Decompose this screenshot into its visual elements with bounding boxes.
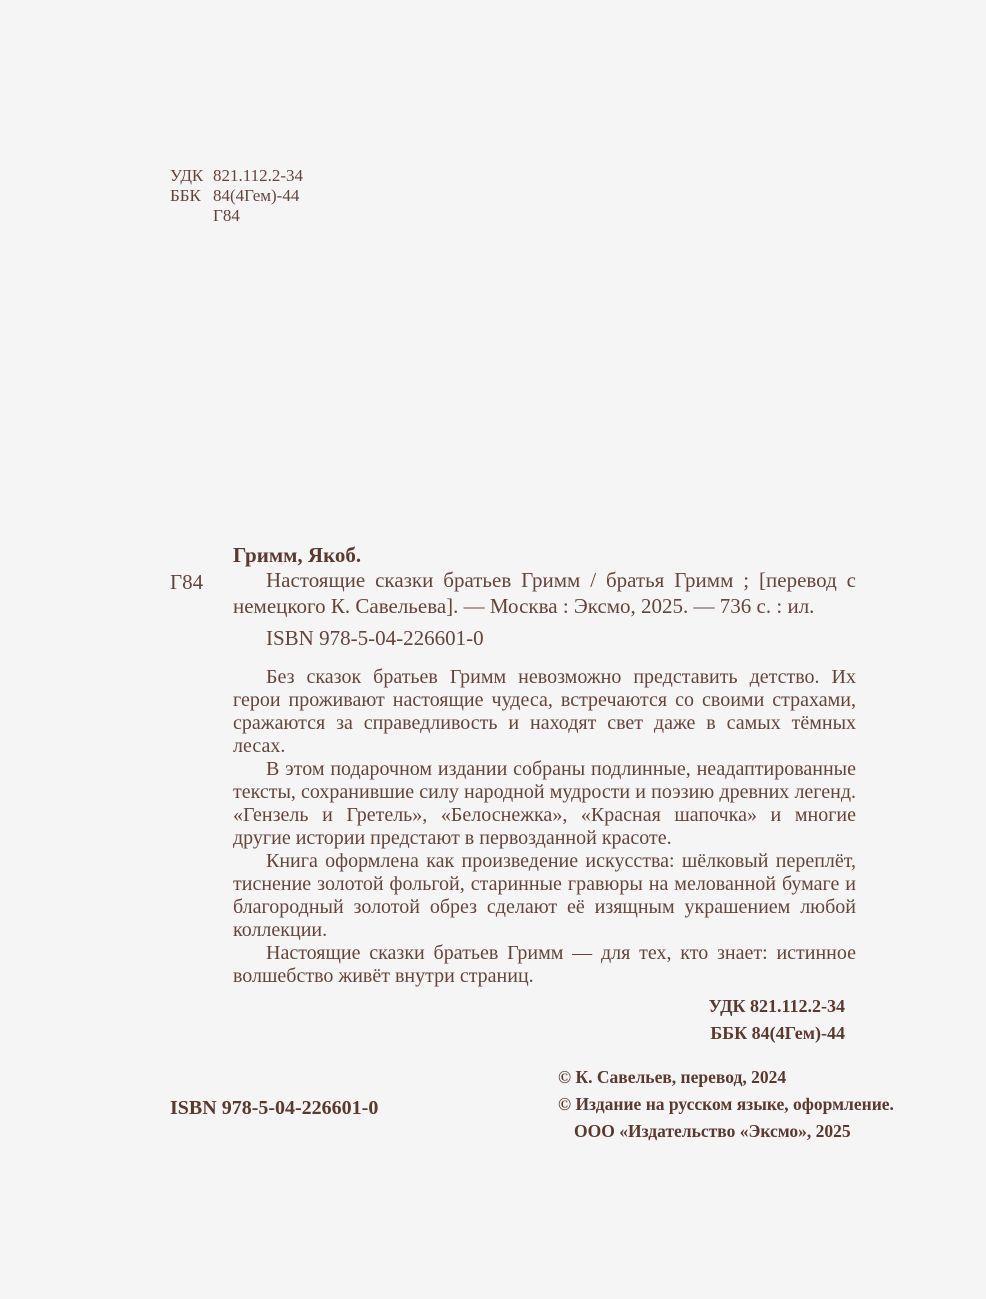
catalog-block — [233, 542, 856, 988]
author-sign-spacer — [170, 206, 213, 226]
bbk-right: ББК 84(4Гем)-44 — [710, 1023, 845, 1043]
udk-label: УДК — [170, 166, 204, 185]
classification-codes-right — [709, 993, 845, 1047]
annotation-paragraph: Книга оформлена как произведение искусства: шёлковый переплёт, тиснение золотой фольгой, старинные гравюры на мелованной бумаге и благородный золотой обрез сделают её изящным украшением любой коллекции. — [233, 850, 856, 941]
udk-value: 821.112.2-34 — [213, 166, 304, 185]
udk-right: УДК 821.112.2-34 — [708, 996, 845, 1016]
annotation-paragraph: Настоящие сказки братьев Гримм — для тех, кто знает: истинное волшебство живёт внутри страниц. — [233, 942, 856, 987]
catalog-margin-code: Г84 — [170, 570, 204, 594]
copyright-edition: © Издание на русском языке, оформление. — [558, 1094, 894, 1114]
author-sign-row — [170, 206, 303, 226]
author-heading: Гримм, Якоб. — [233, 543, 362, 567]
udk-row — [170, 166, 303, 186]
bbk-label: ББК — [170, 186, 201, 205]
isbn-line: ISBN 978-5-04-226601-0 — [266, 626, 484, 650]
author-sign-value: Г84 — [213, 206, 240, 225]
catalog-record: Настоящие сказки братьев Гримм / братья Гримм ; [перевод с немецкого К. Савельева]. — Москва : Эксмо, 2025. — 736 с. : ил. — [233, 568, 856, 618]
annotation-paragraph: Без сказок братьев Гримм невозможно представить детство. Их герои проживают настоящие чудеса, встречаются со своими страхами, сражаются за справедливость и находят свет даже в самых тёмных лесах. — [233, 666, 856, 757]
annotation-paragraph: В этом подарочном издании собраны подлинные, неадаптированные тексты, сохранившие силу народной мудрости и поэзию древних легенд. «Гензель и Гретель», «Белоснежка», «Красная шапочка» и многие другие истории предстают в первозданной красоте. — [233, 758, 856, 849]
annotation — [233, 666, 856, 988]
classification-codes-top — [170, 166, 303, 226]
copyright-block — [558, 1064, 894, 1145]
bbk-value: 84(4Гем)-44 — [213, 186, 300, 205]
copyright-publisher: ООО «Издательство «Эксмо», 2025 — [574, 1121, 851, 1141]
copyright-translation: © К. Савельев, перевод, 2024 — [558, 1067, 787, 1087]
isbn-bottom: ISBN 978-5-04-226601-0 — [170, 1097, 379, 1119]
bbk-row — [170, 186, 303, 206]
